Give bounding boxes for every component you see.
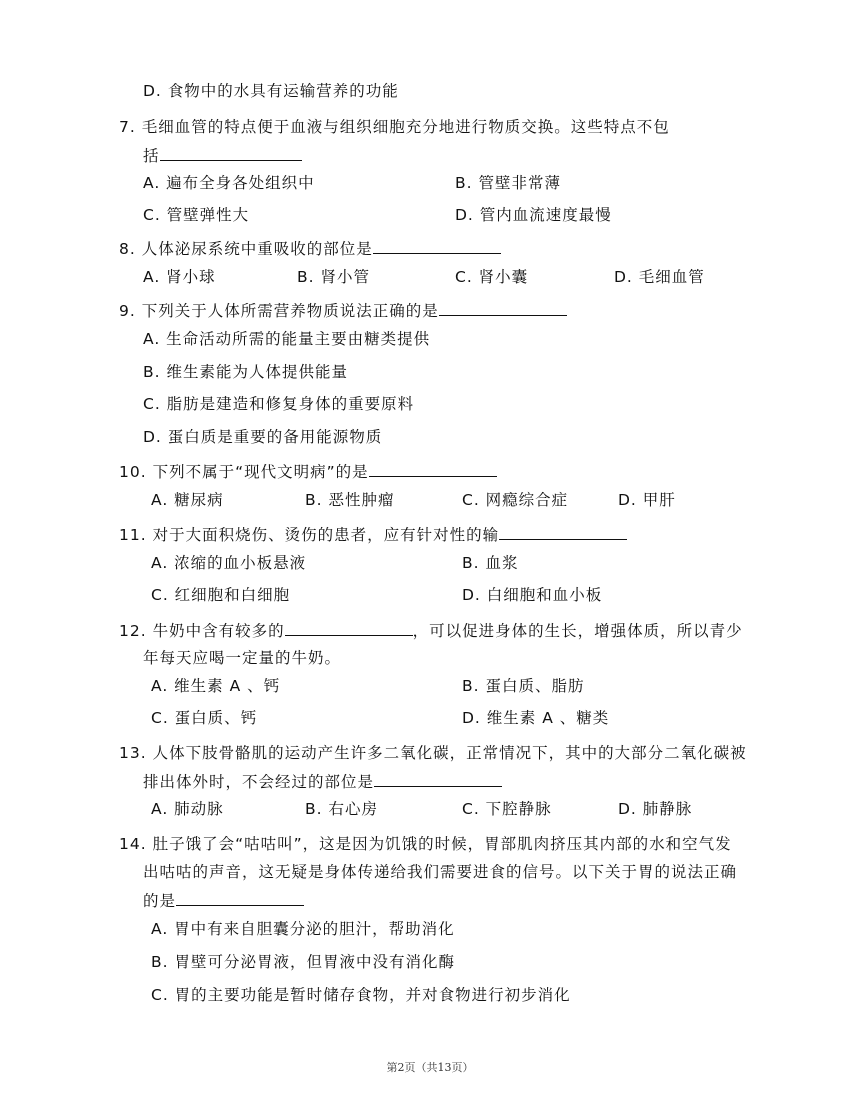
q12-stem-b: ，可以促进身体的生长，增强体质，所以青少 bbox=[412, 622, 743, 640]
q8-option-c: C. 肾小囊 bbox=[455, 268, 529, 286]
q14-stem-line2: 出咕咕的声音，这无疑是身体传递给我们需要进食的信号。以下关于胃的说法正确 bbox=[143, 863, 738, 881]
q10-option-c: C. 网瘾综合症 bbox=[462, 491, 569, 509]
q9-option-c: C. 脂肪是建造和修复身体的重要原料 bbox=[143, 395, 415, 413]
q8-option-b: B. 肾小管 bbox=[297, 268, 370, 286]
answer-blank bbox=[285, 620, 413, 636]
q13-option-b: B. 右心房 bbox=[305, 800, 378, 818]
q7-option-d: D. 管内血流速度最慢 bbox=[455, 206, 612, 224]
q12-stem-line1 bbox=[119, 620, 743, 641]
q13-stem-text: 排出体外时，不会经过的部位是 bbox=[143, 773, 375, 791]
q9-stem bbox=[119, 300, 567, 321]
q9-option-b: B. 维生素能为人体提供能量 bbox=[143, 363, 348, 381]
q10-stem bbox=[119, 461, 497, 482]
answer-blank bbox=[373, 238, 501, 254]
q8-stem bbox=[119, 238, 501, 259]
q9-option-a: A. 生命活动所需的能量主要由糖类提供 bbox=[143, 330, 431, 348]
q8-option-a: A. 肾小球 bbox=[143, 268, 216, 286]
q14-option-c: C. 胃的主要功能是暂时储存食物，并对食物进行初步消化 bbox=[151, 986, 571, 1004]
q12-option-a: A. 维生素 A 、钙 bbox=[151, 677, 281, 695]
q10-option-d: D. 甲肝 bbox=[618, 491, 676, 509]
q7-option-c: C. 管壁弹性大 bbox=[143, 206, 250, 224]
q11-stem bbox=[119, 524, 627, 545]
q7-option-a: A. 遍布全身各处组织中 bbox=[143, 174, 315, 192]
answer-blank bbox=[369, 461, 497, 477]
q11-option-d: D. 白细胞和血小板 bbox=[462, 586, 603, 604]
q13-option-d: D. 肺静脉 bbox=[618, 800, 693, 818]
q13-option-c: C. 下腔静脉 bbox=[462, 800, 552, 818]
q7-stem-line2 bbox=[143, 145, 302, 166]
q11-option-c: C. 红细胞和白细胞 bbox=[151, 586, 291, 604]
q12-option-c: C. 蛋白质、钙 bbox=[151, 709, 258, 727]
q10-option-b: B. 恶性肿瘤 bbox=[305, 491, 395, 509]
q9-option-d: D. 蛋白质是重要的备用能源物质 bbox=[143, 428, 383, 446]
q10-stem-text: 10. 下列不属于“现代文明病”的是 bbox=[119, 463, 369, 481]
q14-option-b: B. 胃壁可分泌胃液，但胃液中没有消化酶 bbox=[151, 953, 455, 971]
answer-blank bbox=[176, 890, 304, 906]
q7-stem-line1: 7. 毛细血管的特点便于血液与组织细胞充分地进行物质交换。这些特点不包 bbox=[119, 118, 670, 136]
q13-stem-line2 bbox=[143, 771, 502, 792]
q14-option-a: A. 胃中有来自胆囊分泌的胆汁，帮助消化 bbox=[151, 920, 455, 938]
answer-blank bbox=[374, 771, 502, 787]
q12-stem-line2: 年每天应喝一定量的牛奶。 bbox=[143, 649, 342, 667]
q14-stem-line1: 14. 肚子饿了会“咕咕叫”，这是因为饥饿的时候，胃部肌肉挤压其内部的水和空气发 bbox=[119, 835, 732, 853]
q7-stem-text: 括 bbox=[143, 147, 160, 165]
q11-option-b: B. 血浆 bbox=[462, 554, 519, 572]
q13-stem-line1: 13. 人体下肢骨骼肌的运动产生许多二氧化碳，正常情况下，其中的大部分二氧化碳被 bbox=[119, 744, 747, 762]
answer-blank bbox=[499, 524, 627, 540]
q14-stem-text: 的是 bbox=[143, 892, 177, 910]
q10-option-a: A. 糖尿病 bbox=[151, 491, 224, 509]
q12-option-b: B. 蛋白质、脂肪 bbox=[462, 677, 585, 695]
page-number-footer: 第2页（共13页） bbox=[386, 1061, 474, 1074]
answer-blank bbox=[160, 145, 302, 161]
q11-option-a: A. 浓缩的血小板悬液 bbox=[151, 554, 307, 572]
q11-stem-text: 11. 对于大面积烧伤、烫伤的患者，应有针对性的输 bbox=[119, 526, 500, 544]
q12-stem-a: 12. 牛奶中含有较多的 bbox=[119, 622, 285, 640]
q8-option-d: D. 毛细血管 bbox=[614, 268, 705, 286]
q6-option-d: D. 食物中的水具有运输营养的功能 bbox=[143, 82, 399, 100]
q7-option-b: B. 管壁非常薄 bbox=[455, 174, 561, 192]
q9-stem-text: 9. 下列关于人体所需营养物质说法正确的是 bbox=[119, 302, 439, 320]
q12-option-d: D. 维生素 A 、糖类 bbox=[462, 709, 610, 727]
answer-blank bbox=[439, 300, 567, 316]
q14-stem-line3 bbox=[143, 890, 304, 911]
q8-stem-text: 8. 人体泌尿系统中重吸收的部位是 bbox=[119, 240, 373, 258]
q13-option-a: A. 肺动脉 bbox=[151, 800, 224, 818]
